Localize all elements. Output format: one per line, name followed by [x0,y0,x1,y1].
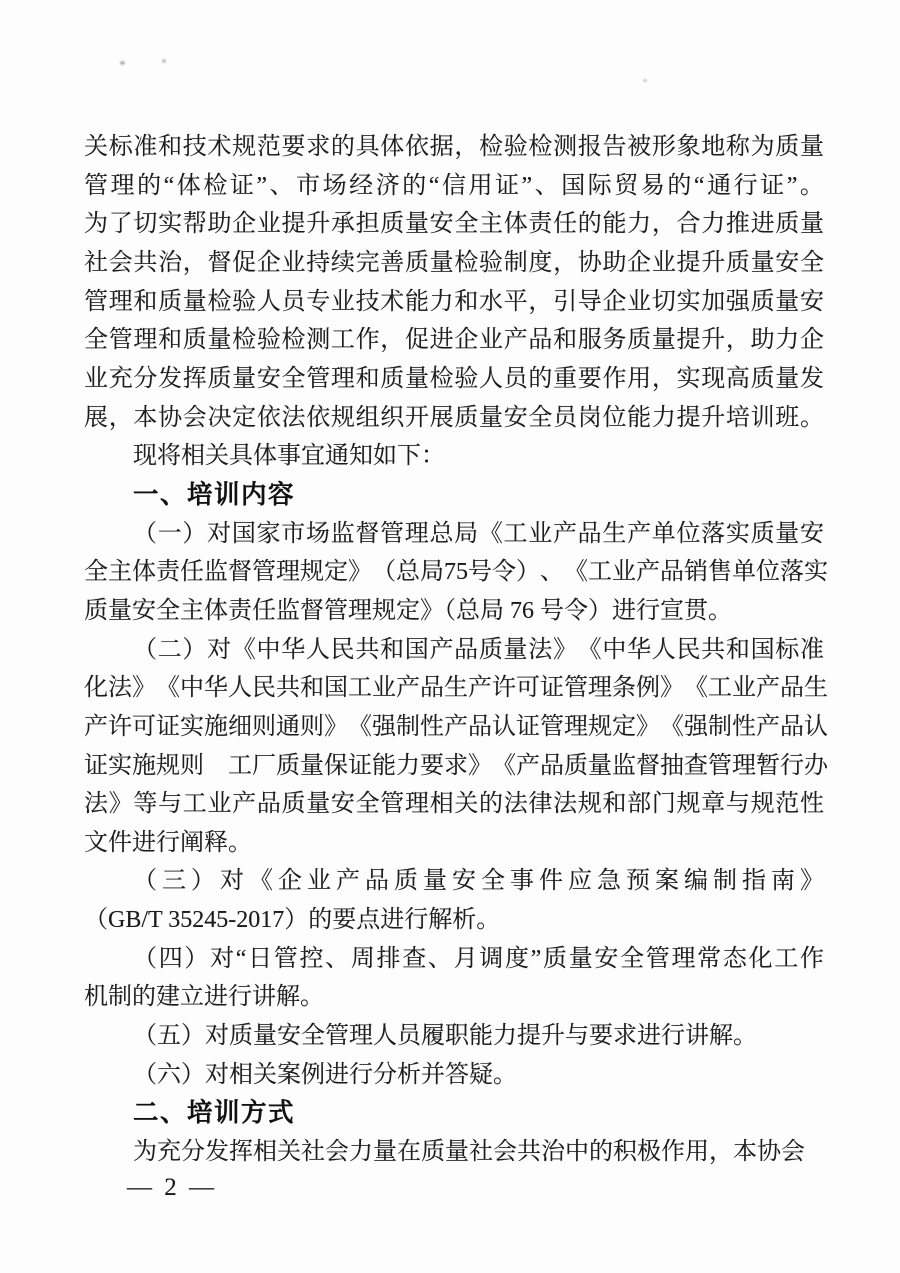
text-line: 全 管 理 和 质 量 检 验 检 测 工 作 ， 促 进 企 业 产 品 和 服 务 质 量 提 升 ， 助 力 企 [84,327,824,354]
section-heading: 一、培训内容 [133,480,296,509]
text-line: 法 》 等 与 工 业 产 品 质 量 安 全 管 理 相 关 的 法 律 法 规 和 部 门 规 章 与 规 范 性 [84,791,824,818]
text-line: 产 许 可 证 实 施 细 则 通 则 》 《 强 制 性 产 品 认 证 管 理 规 定 》 《 强 制 性 产 品 认 [84,713,828,740]
text-line: 关 标 准 和 技 术 规 范 要 求 的 具 体 依 据 ， 检 验 检 测 报 告 被 形 象 地 称 为 质 量 [84,134,824,160]
text-line: 质量安全主体责任监督管理规定》（总局 76 号令）进行宣贯。 [84,597,732,624]
text-line: 业 充 分 发 挥 质 量 安 全 管 理 和 质 量 检 验 人 员 的 重 要 作 用 ， 实 现 高 质 量 发 [84,365,824,392]
scan-artifact [120,61,125,65]
scan-artifact [643,79,647,82]
text-line: 现将相关具体事宜通知如下： [133,443,445,470]
text-line: （五）对质量安全管理人员履职能力提升与要求进行讲解。 [133,1023,757,1050]
text-line: 全 主 体 责 任 监 督 管 理 规 定 》 （ 总 局 75 号 令 ） 、 《 工 业 产 品 销 售 单 位 落 实 [84,559,828,586]
text-line: （六）对相关案例进行分析并答疑。 [133,1061,517,1088]
text-line: 证 实 施 规 则 工 厂 质 量 保 证 能 力 要 求 》 《 产 品 质 量 监 督 抽 查 管 理 暂 行 办 [84,752,828,779]
text-line: 展 ， 本 协 会 决 定 依 法 依 规 组 织 开 展 质 量 安 全 员 岗 位 能 力 提 升 培 训 班 。 [84,404,824,431]
text-line: 为 了 切 实 帮 助 企 业 提 升 承 担 质 量 安 全 主 体 责 任 的 能 力 ， 合 力 推 进 质 量 [84,211,824,238]
text-line: 化 法 》 《 中 华 人 民 共 和 国 工 业 产 品 生 产 许 可 证 管 理 条 例 》 《 工 业 产 品 生 [84,675,828,702]
page-number: — 2 — [127,1174,217,1201]
text-line: （ 三 ） 对 《 企 业 产 品 质 量 安 全 事 件 应 急 预 案 编 制 指 南 》 [133,868,824,895]
document-body [84,128,828,1172]
text-line: 为充分发挥相关社会力量在质量社会共治中的积极作用，本协会 [133,1139,805,1166]
section-heading: 二、培训方式 [133,1099,296,1128]
text-line: 机制的建立进行讲解。 [84,984,324,1011]
text-line: （ 二 ） 对 《 中 华 人 民 共 和 国 产 品 质 量 法 》 《 中 华 人 民 共 和 国 标 准 [133,636,824,663]
scan-artifact [162,59,166,63]
text-line: （ 四 ） 对 “ 日 管 控 、 周 排 查 、 月 调 度 ” 质 量 安 全 管 理 常 态 化 工 作 [133,945,824,972]
text-line: 文件进行阐释。 [84,829,252,856]
text-line: 管 理 和 质 量 检 验 人 员 专 业 技 术 能 力 和 水 平 ， 引 导 企 业 切 实 加 强 质 量 安 [84,288,824,315]
text-line: （GB/T 35245-2017）的要点进行解析。 [84,907,501,934]
text-line: 社 会 共 治 ， 督 促 企 业 持 续 完 善 质 量 检 验 制 度 ， 协 助 企 业 提 升 质 量 安 全 [84,249,824,276]
text-line: （ 一 ） 对 国 家 市 场 监 督 管 理 总 局 《 工 业 产 品 生 产 单 位 落 实 质 量 安 [133,520,824,547]
text-line: 管 理 的 “ 体 检 证 ” 、 市 场 经 济 的 “ 信 用 证 ” 、 国 际 贸 易 的 “ 通 行 证 ” 。 [84,172,824,199]
